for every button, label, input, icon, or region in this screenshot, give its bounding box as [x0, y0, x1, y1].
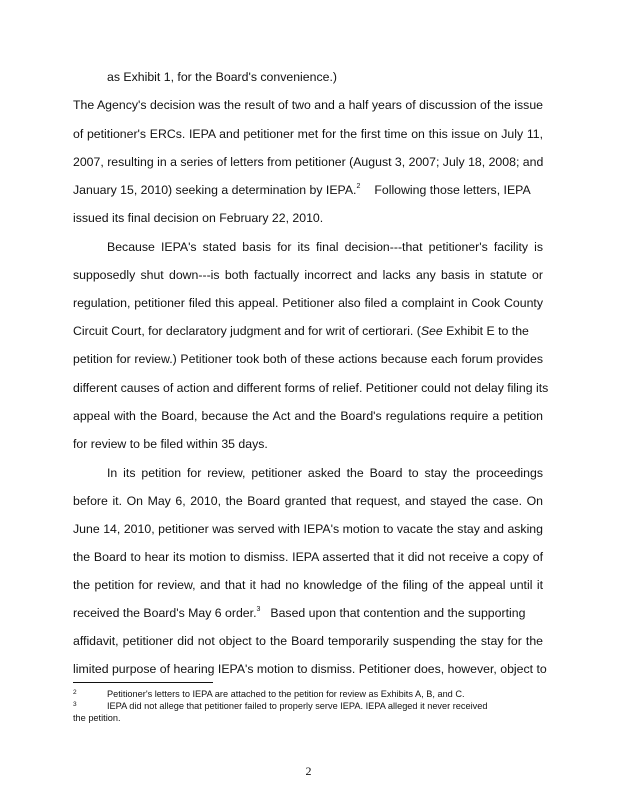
body-line: the Board to hear its motion to dismiss. IEPA asserted that it did not receive a copy of — [73, 550, 543, 564]
body-text: Exhibit E to the — [442, 324, 529, 338]
body-line: regulation, petitioner filed this appeal. Petitioner also filed a complaint in Cook County — [73, 296, 543, 310]
body-line: In its petition for review, petitioner asked the Board to stay the proceedings — [107, 466, 543, 480]
body-line: Because IEPA's stated basis for its final decision---that petitioner's facility is — [107, 240, 543, 254]
footnote-text: IEPA did not allege that petitioner failed to properly serve IEPA. IEPA alleged it never received — [107, 701, 488, 711]
page-number: 2 — [305, 764, 312, 778]
body-line: The Agency's decision was the result of two and a half years of discussion of the issue — [73, 98, 543, 112]
footnote-text: the petition. — [73, 713, 121, 723]
body-line: issued its final decision on February 22, 2010. — [73, 211, 324, 225]
body-line: petition for review.) Petitioner took both of these actions because each forum provides — [73, 352, 543, 366]
body-line: as Exhibit 1, for the Board's convenience.) — [107, 70, 337, 84]
body-line: limited purpose of hearing IEPA's motion to dismiss. Petitioner does, however, object to — [73, 662, 547, 676]
body-text: Following those letters, IEPA — [374, 183, 531, 197]
body-line — [73, 606, 543, 620]
body-line: of petitioner's ERCs. IEPA and petitioner met for the first time on this issue on July 11, — [73, 127, 543, 141]
footnote-reference: 2 — [356, 182, 361, 190]
body-line — [73, 324, 543, 338]
body-line: affidavit, petitioner did not object to the Board temporarily suspending the stay for the — [73, 634, 543, 648]
footnote-mark: 2 — [73, 689, 77, 696]
body-line: the petition for review, and that it had no knowledge of the filing of the appeal until it — [73, 578, 543, 592]
body-line: supposedly shut down---is both factually incorrect and lacks any basis in statute or — [73, 268, 543, 282]
body-text: received the Board's May 6 order. — [73, 606, 257, 620]
footnote-text: Petitioner's letters to IEPA are attached to the petition for review as Exhibits A, B, and C. — [107, 689, 465, 699]
body-line: 2007, resulting in a series of letters from petitioner (August 3, 2007; July 18, 2008; and — [73, 155, 544, 169]
body-text: Circuit Court, for declaratory judgment and for writ of certiorari. ( — [73, 324, 421, 338]
body-line: June 14, 2010, petitioner was served with IEPA's motion to vacate the stay and asking — [73, 522, 543, 536]
body-line: for review to be filed within 35 days. — [73, 437, 268, 451]
body-line: different causes of action and different forms of relief. Petitioner could not delay filing its — [73, 381, 549, 395]
body-line: before it. On May 6, 2010, the Board granted that request, and stayed the case. On — [73, 494, 543, 508]
body-text: Based upon that contention and the supporting — [270, 606, 526, 620]
footnote-reference: 3 — [256, 605, 261, 613]
body-line: appeal with the Board, because the Act and the Board's regulations require a petition — [73, 409, 543, 423]
footnote-mark: 3 — [73, 701, 77, 708]
body-line — [73, 183, 543, 197]
footnote-divider — [73, 682, 213, 683]
body-text: January 15, 2010) seeking a determination by IEPA. — [73, 183, 357, 197]
citation-signal: See — [420, 324, 443, 338]
